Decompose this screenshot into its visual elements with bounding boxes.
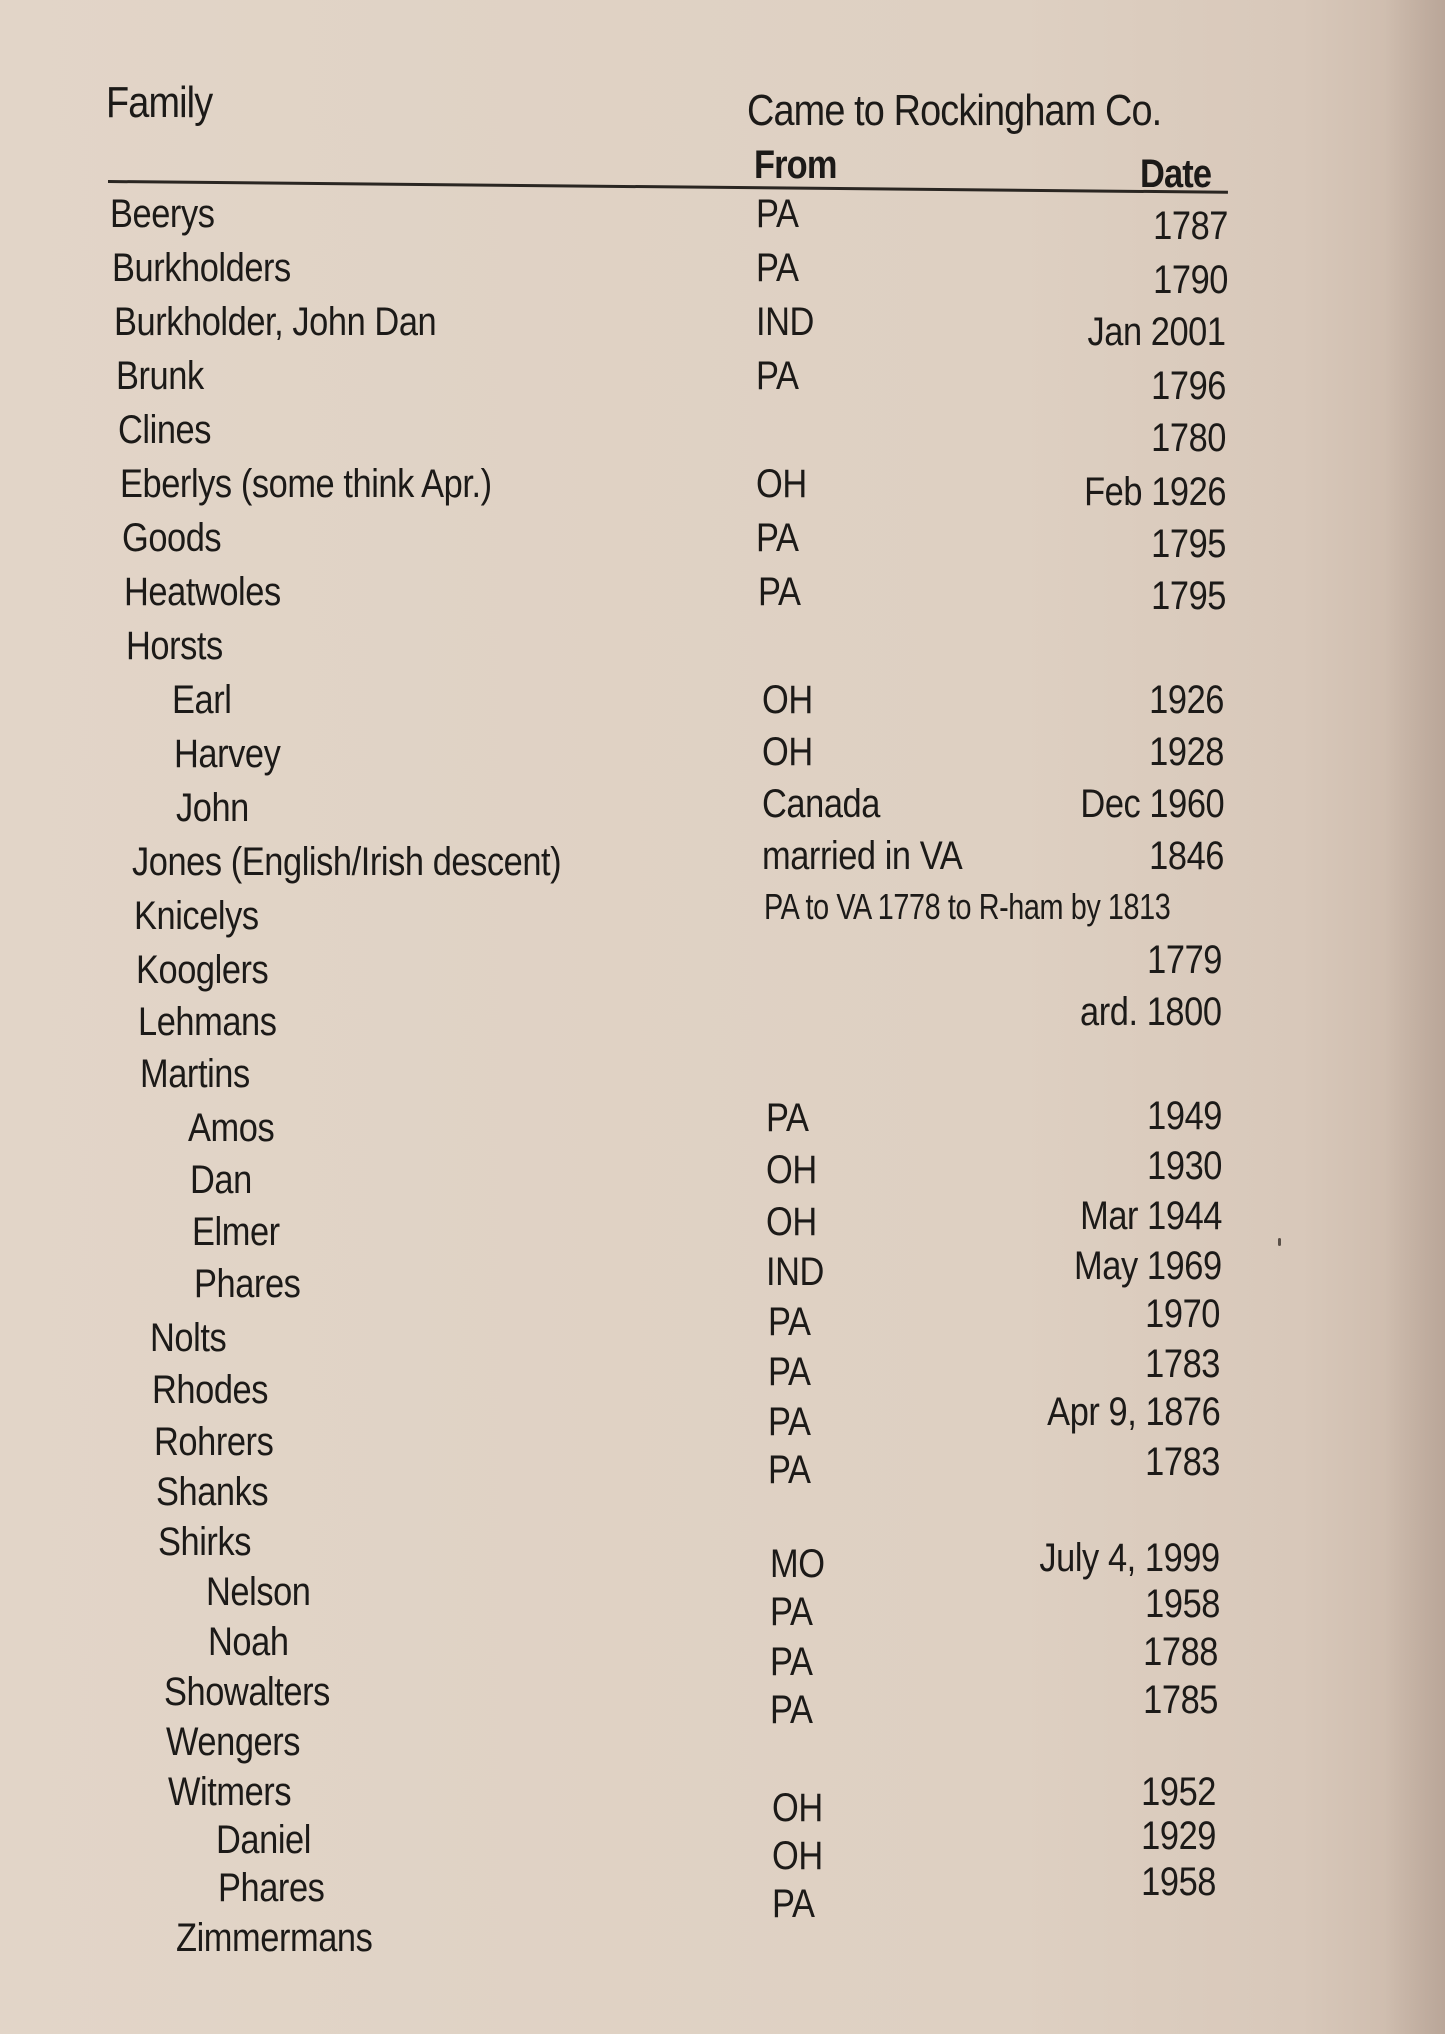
family-name-cell: Heatwoles [124, 570, 281, 614]
origin-cell: PA to VA 1778 to R-ham by 1813 [764, 886, 1171, 927]
family-name-cell: Dan [190, 1158, 252, 1202]
family-name-cell: Kooglers [136, 948, 269, 992]
origin-cell: PA [758, 570, 801, 614]
origin-cell: PA [770, 1688, 813, 1732]
origin-cell: PA [768, 1300, 811, 1344]
origin-cell: PA [768, 1448, 811, 1492]
arrival-date-cell: 1785 [1143, 1678, 1218, 1722]
arrival-date-cell: 1795 [1151, 574, 1226, 618]
family-name-cell: Earl [172, 678, 232, 722]
family-name-cell: Phares [194, 1262, 301, 1306]
family-name-cell: Nelson [206, 1570, 311, 1614]
arrival-date-cell: July 4, 1999 [1039, 1536, 1220, 1580]
family-name-cell: Rohrers [154, 1420, 274, 1464]
from-column-header: From [754, 143, 837, 187]
family-name-cell: Burkholder, John Dan [114, 300, 437, 344]
family-name-cell: Witmers [168, 1770, 292, 1814]
origin-cell: OH [762, 678, 813, 722]
arrival-date-cell: ard. 1800 [1080, 990, 1222, 1034]
family-name-cell: Nolts [150, 1316, 227, 1360]
date-column-header: Date [1140, 152, 1212, 196]
origin-cell: PA [770, 1640, 813, 1684]
family-column-header: Family [106, 78, 213, 127]
arrival-date-cell: Dec 1960 [1080, 782, 1224, 826]
arrival-date-cell: 1928 [1149, 730, 1224, 774]
origin-cell: OH [772, 1834, 823, 1878]
arrival-date-cell: 1949 [1147, 1094, 1222, 1138]
arrival-date-cell: Mar 1944 [1080, 1194, 1222, 1238]
origin-cell: IND [756, 300, 814, 344]
family-name-cell: Beerys [110, 192, 215, 236]
arrival-date-cell: 1790 [1153, 258, 1228, 302]
origin-cell: OH [766, 1200, 817, 1244]
family-name-cell: Shirks [158, 1520, 252, 1564]
header-divider [108, 180, 1228, 194]
arrival-date-cell: 1783 [1145, 1440, 1220, 1484]
arrival-date-cell: 1958 [1141, 1860, 1216, 1904]
family-name-cell: Knicelys [134, 894, 259, 938]
family-name-cell: Goods [122, 516, 222, 560]
origin-cell: Canada [762, 782, 880, 826]
origin-cell: PA [756, 246, 799, 290]
arrival-date-cell: 1958 [1145, 1582, 1220, 1626]
arrival-date-cell: Apr 9, 1876 [1046, 1390, 1220, 1434]
family-name-cell: Showalters [164, 1670, 330, 1714]
arrival-date-cell: 1780 [1151, 416, 1226, 460]
origin-cell: MO [770, 1542, 825, 1586]
arrival-date-cell: 1788 [1143, 1630, 1218, 1674]
origin-cell: OH [756, 462, 807, 506]
came-to-header: Came to Rockingham Co. [747, 86, 1162, 135]
origin-cell: PA [756, 516, 799, 560]
arrival-date-cell: 1952 [1141, 1770, 1216, 1814]
family-name-cell: Harvey [174, 732, 281, 776]
arrival-date-cell: 1930 [1147, 1144, 1222, 1188]
family-name-cell: Martins [140, 1052, 250, 1096]
arrival-date-cell: 1846 [1149, 834, 1224, 878]
family-name-cell: Phares [218, 1866, 325, 1910]
origin-cell: OH [766, 1148, 817, 1192]
family-name-cell: Elmer [192, 1210, 280, 1254]
arrival-date-cell: 1929 [1141, 1814, 1216, 1858]
page-edge-shadow [1385, 0, 1445, 2034]
arrival-date-cell: Jan 2001 [1087, 310, 1226, 354]
family-name-cell: Noah [208, 1620, 289, 1664]
family-name-cell: Burkholders [112, 246, 291, 290]
origin-cell: PA [756, 354, 799, 398]
family-name-cell: Daniel [216, 1818, 311, 1862]
origin-cell: PA [768, 1400, 811, 1444]
origin-cell: OH [772, 1786, 823, 1830]
family-name-cell: Zimmermans [176, 1916, 373, 1960]
dust-speck [1278, 1238, 1281, 1246]
family-name-cell: Horsts [126, 624, 223, 668]
family-name-cell: Amos [188, 1106, 275, 1150]
family-name-cell: Wengers [166, 1720, 301, 1764]
family-name-cell: Lehmans [138, 1000, 277, 1044]
family-name-cell: Clines [118, 408, 212, 452]
family-name-cell: Shanks [156, 1470, 269, 1514]
origin-cell: PA [772, 1882, 815, 1926]
family-name-cell: John [176, 786, 249, 830]
family-name-cell: Jones (English/Irish descent) [132, 840, 562, 884]
family-name-cell: Rhodes [152, 1368, 268, 1412]
arrival-date-cell: May 1969 [1074, 1244, 1222, 1288]
origin-cell: PA [770, 1590, 813, 1634]
arrival-date-cell: 1779 [1147, 938, 1222, 982]
arrival-date-cell: 1787 [1153, 204, 1228, 248]
origin-cell: IND [766, 1250, 824, 1294]
arrival-date-cell: Feb 1926 [1084, 470, 1226, 514]
family-name-cell: Eberlys (some think Apr.) [120, 462, 492, 506]
arrival-date-cell: 1796 [1151, 364, 1226, 408]
arrival-date-cell: 1795 [1151, 522, 1226, 566]
origin-cell: PA [766, 1096, 809, 1140]
arrival-date-cell: 1926 [1149, 678, 1224, 722]
origin-cell: OH [762, 730, 813, 774]
arrival-date-cell: 1783 [1145, 1342, 1220, 1386]
origin-cell: PA [768, 1350, 811, 1394]
origin-cell: married in VA [762, 834, 963, 878]
arrival-date-cell: 1970 [1145, 1292, 1220, 1336]
family-name-cell: Brunk [116, 354, 204, 398]
origin-cell: PA [756, 192, 799, 236]
